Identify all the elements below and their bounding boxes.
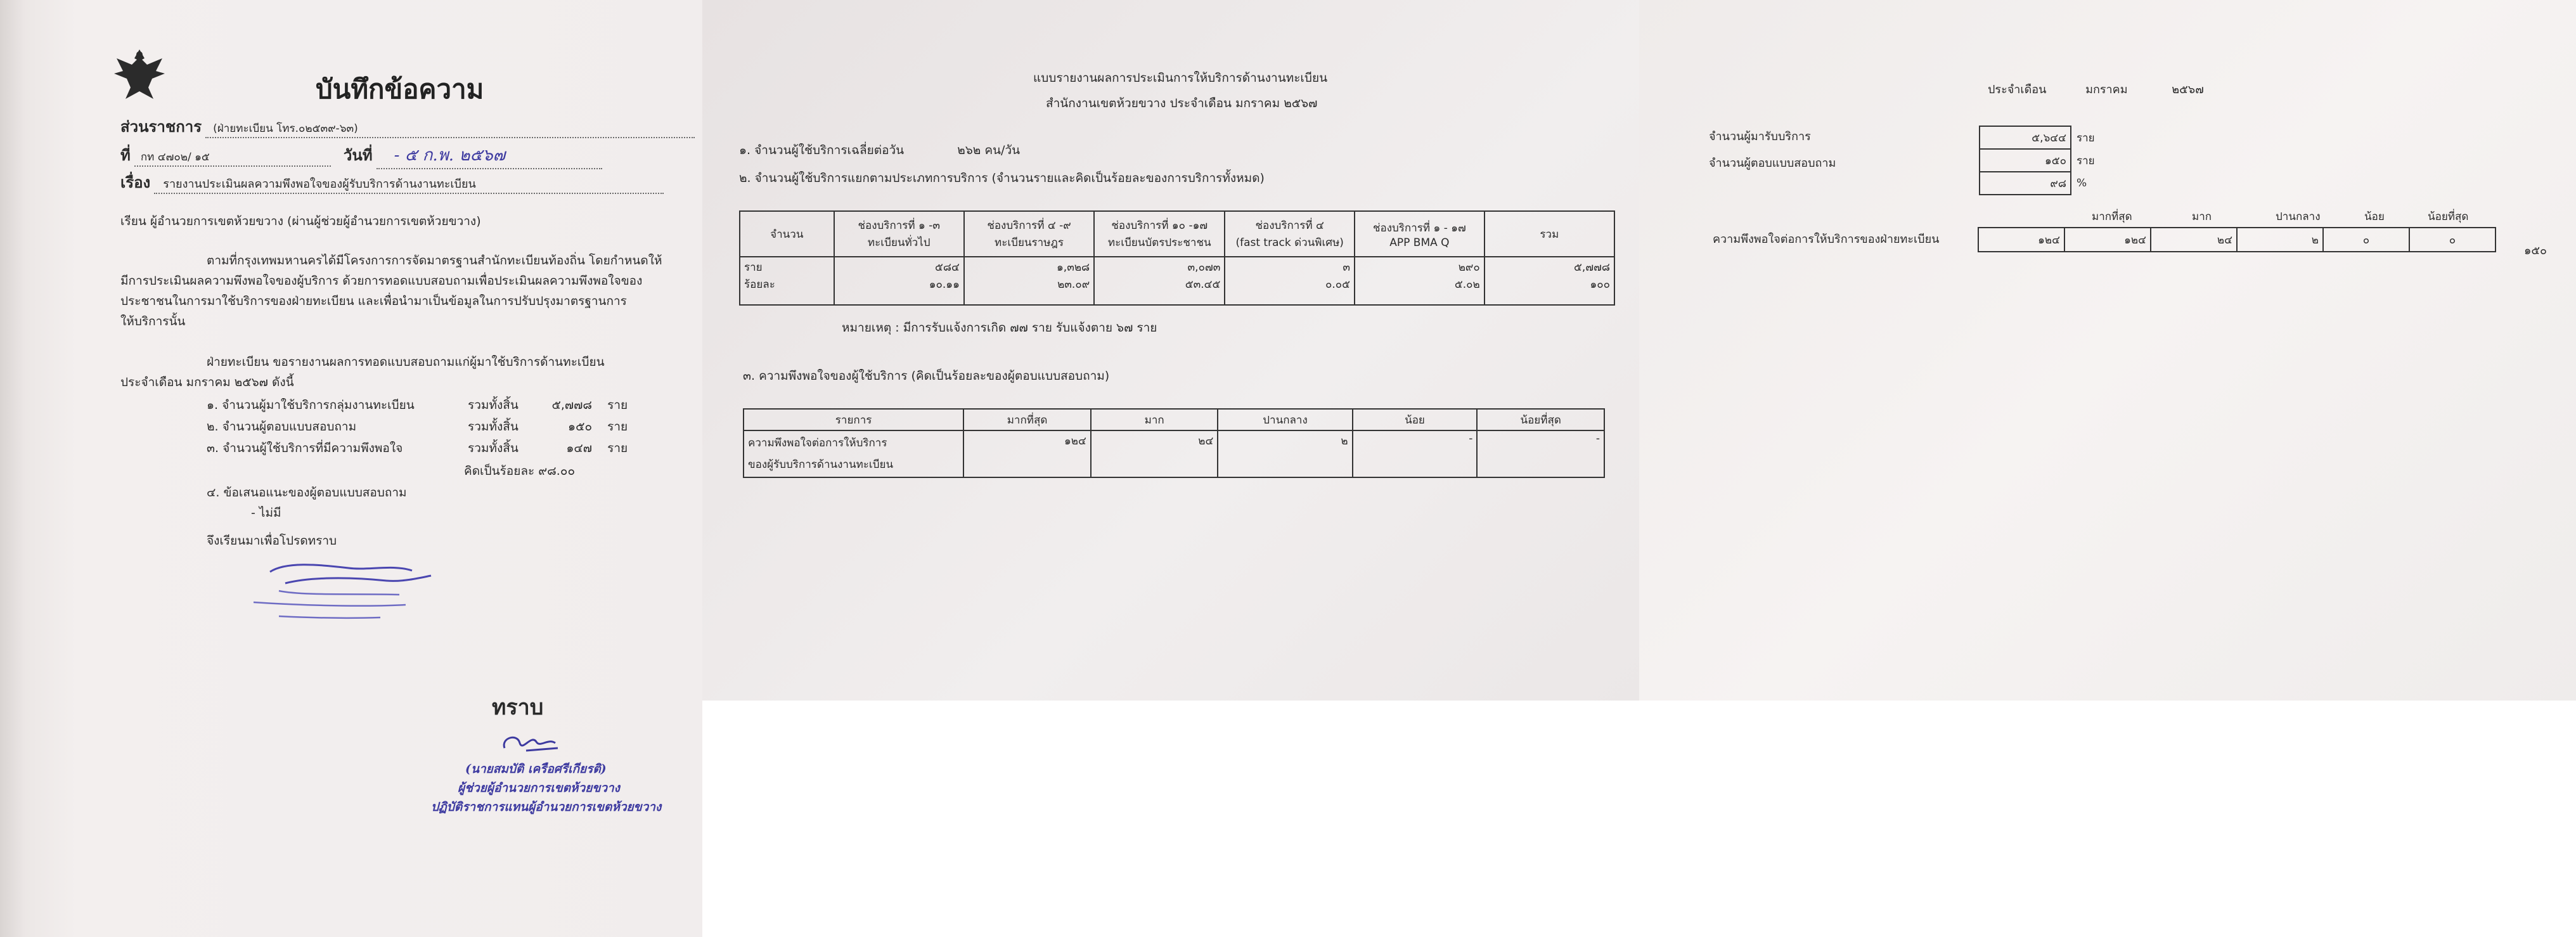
garuda-emblem-icon [112,46,167,104]
value-cell: ๕,๖๔๔ [1980,126,2071,149]
table-header-cell: มากที่สุด [963,409,1091,430]
memo-para2-l1: ฝ่ายทะเบียน ขอรายงานผลการทอดแบบสอบถามแก่ผู้มาใช้บริการด้านทะเบียน [207,355,605,369]
item-value: ๑๔๗ [566,441,593,455]
date-value: - ๕ ก.พ. ๒๕๖๗ [377,142,602,169]
sig2-name: (นายสมบัติ เครือศรีเกียรติ) [465,762,607,776]
item-total: รวมทั้งสิ้น [468,420,518,434]
sig2-position-2: ปฏิบัติราชการแทนผู้อำนวยการเขตห้วยขวาง [431,800,662,814]
item-value: ๕,๗๗๘ [551,398,593,412]
value-cell: ๑,๓๒๘ ๒๓.๐๙ [964,257,1094,305]
line1-label: ๑. จำนวนผู้ใช้บริการเฉลี่ยต่อวัน [739,143,905,157]
year-value: ๒๕๖๗ [2172,83,2204,96]
report-page [702,0,1639,701]
table-header-cell: ช่องบริการที่ ๔ -๙ ทะเบียนราษฎร [964,211,1094,257]
report-line-2: ๒. จำนวนผู้ใช้บริการแยกตามประเภทการบริการ (จำนวนรายและคิดเป็นร้อยละของการบริการทั้งหมด) [739,171,1265,185]
memo-para1-l4: ให้บริการนั้น [120,314,186,328]
value-cell: ๕,๗๗๘ ๑๐๐ [1484,257,1614,305]
memo-para1-l3: ประชาชนในการมาใช้บริการของฝ่ายทะเบียน และเพื่อนำมาเป็นข้อมูลในการปรับปรุงมาตรฐานการ [120,294,627,308]
item-label: ๒. จำนวนผู้ตอบแบบสอบถาม [207,420,357,434]
value-cell: ๒๙๐ ๕.๐๒ [1355,257,1484,305]
value-cell: ๒ [1218,430,1352,477]
value-cell: ๐ [2409,228,2496,252]
signature-2-icon [494,729,564,758]
value-cell: ๙๘ [1980,172,2071,195]
subject-label: เรื่อง [120,174,151,191]
value-cell: ๑๒๔ [2064,228,2151,252]
table-header-cell: ช่องบริการที่ ๑ -๓ ทะเบียนทั่วไป [834,211,964,257]
value-cell: ๑๒๔ [1978,228,2064,252]
item-total: รวมทั้งสิ้น [468,398,518,412]
row-label-cell: ราย ร้อยละ [740,257,834,305]
item-total: รวมทั้งสิ้น [468,441,518,455]
value-cell: ๓,๐๗๓ ๕๓.๔๕ [1094,257,1225,305]
memo-item-4-value: - ไม่มี [251,506,281,520]
unit-cell: ราย [2077,131,2095,145]
scale-header-2: มาก [2192,210,2212,223]
sig2-position-1: ผู้ช่วยผู้อำนวยการเขตห้วยขวาง [458,781,620,795]
table-header-row [744,409,1604,430]
scale-header-3: ปานกลาง [2276,210,2321,223]
table-header-cell: น้อยที่สุด [1477,409,1604,430]
unit-cell: ราย [2077,154,2095,167]
memo-item-4: ๔. ข้อเสนอแนะของผู้ตอบแบบสอบถาม [207,486,407,500]
unit-cell: % [2077,177,2087,190]
summary-month-line [1988,80,2204,98]
memo-title: บันทึกข้อความ [316,74,484,105]
summary-satisfaction-table [1978,227,2496,252]
scale-header-5: น้อยที่สุด [2428,210,2469,223]
memo-page [0,0,702,937]
table-row [1978,228,2496,252]
table-header-row [740,211,1614,257]
agency-value: (ฝ่ายทะเบียน โทร.๐๒๕๓๙-๖๓) [205,120,695,138]
table-header-cell: ปานกลาง [1218,409,1352,430]
ref-line [120,142,602,169]
table-row [744,430,1604,477]
memo-closing: จึงเรียนมาเพื่อโปรดทราบ [207,534,337,548]
memo-percent-line: คิดเป็นร้อยละ ๙๘.๐๐ [464,464,576,478]
scale-header-4: น้อย [2364,210,2385,223]
value-cell: ๒๔ [2151,228,2237,252]
value-cell: ๐ [2323,228,2409,252]
row-label-cell: ความพึงพอใจต่อการให้บริการ ของผู้รับบริการด้านงานทะเบียน [744,430,963,477]
agency-label: ส่วนราชการ [120,118,202,136]
value-cell: ๓ ๐.๐๕ [1225,257,1355,305]
report-line-3: ๓. ความพึงพอใจของผู้ใช้บริการ (คิดเป็นร้อยละของผู้ตอบแบบสอบถาม) [743,369,1110,383]
table-header-cell: รวม [1484,211,1614,257]
value-cell: ๑๕๐ [1980,149,2071,172]
memo-item-1 [207,396,628,415]
memo-item-3 [207,439,628,458]
satisfaction-total: ๑๕๐ [2524,244,2547,257]
report-title-1: แบบรายงานผลการประเมินการให้บริการด้านงานทะเบียน [1033,71,1328,85]
item-label: ๓. จำนวนผู้ใช้บริการที่มีความพึงพอใจ [207,441,403,455]
value-cell: ๒๔ [1091,430,1218,477]
report-line-1 [739,141,1020,160]
value-cell: - [1353,430,1478,477]
item-label: ๑. จำนวนผู้มาใช้บริการกลุ่มงานทะเบียน [207,398,415,412]
item-unit: ราย [607,398,628,412]
ack-text: ทราบ [492,695,544,720]
table-header-cell: จำนวน [740,211,834,257]
table-header-cell: รายการ [744,409,963,430]
memo-para1-l2: มีการประเมินผลความพึงพอใจของผู้บริการ ด้วยการทอดแบบสอบถามเพื่อประเมินผลความพึงพอใจของ [120,274,643,288]
date-label: วันที่ [343,146,373,164]
subject-value: รายงานประเมินผลความพึงพอใจของผู้รับบริการด้านงานทะเบียน [154,174,664,194]
summary-counts-table [1979,126,2100,195]
month-value: มกราคม [2085,83,2128,96]
item-unit: ราย [607,441,628,455]
summary-page [1639,0,2576,701]
line1-value: ๒๖๒ คน/วัน [957,143,1021,157]
memo-para1-l1: ตามที่กรุงเทพมหานครได้มีโครงการการจัดมาตรฐานสำนักทะเบียนท้องถิ่น โดยกำหนดให้ [207,254,662,268]
month-label: ประจำเดือน [1988,83,2047,96]
satisfaction-table [743,408,1605,478]
scale-header-1: มากที่สุด [2092,210,2132,223]
value-cell: ๑๒๔ [963,430,1091,477]
ref-label: ที่ [120,146,131,164]
signature-1-icon [241,558,444,634]
memo-to: เรียน ผู้อำนวยการเขตห้วยขวาง (ผ่านผู้ช่วยผู้อำนวยการเขตห้วยขวาง) [120,214,481,228]
report-title-2: สำนักงานเขตห้วยขวาง ประจำเดือน มกราคม ๒๕๖๗ [1046,96,1318,110]
service-table [739,210,1615,306]
table-row [1980,126,2099,149]
agency-line [120,114,695,139]
table-row [1980,172,2099,195]
value-cell: ๕๘๔ ๑๐.๑๑ [834,257,964,305]
table-row [1980,149,2099,172]
table-row [740,257,1614,305]
memo-item-2 [207,417,628,436]
item-unit: ราย [607,420,628,434]
satisfaction-label: ความพึงพอใจต่อการให้บริการของฝ่ายทะเบียน [1713,233,1940,246]
table-header-cell: มาก [1091,409,1218,430]
value-cell: - [1477,430,1604,477]
report-note: หมายเหตุ : มีการรับแจ้งการเกิด ๗๗ ราย รับแจ้งตาย ๖๗ ราย [842,321,1157,335]
table-header-cell: ช่องบริการที่ ๔ (fast track ด่วนพิเศษ) [1225,211,1355,257]
ref-value: กท ๔๗๐๒/ ๑๕ [134,148,331,167]
memo-para2-l2: ประจำเดือน มกราคม ๒๕๖๗ ดังนี้ [120,375,294,389]
summary-row-label-1: จำนวนผู้มารับบริการ [1709,130,1811,143]
table-header-cell: ช่องบริการที่ ๑๐ -๑๗ ทะเบียนบัตรประชาชน [1094,211,1225,257]
table-header-cell: ช่องบริการที่ ๑ - ๑๗ APP BMA Q [1355,211,1484,257]
subject-line [120,170,664,195]
summary-row-label-2: จำนวนผู้ตอบแบบสอบถาม [1709,157,1836,170]
value-cell: ๒ [2237,228,2323,252]
table-header-cell: น้อย [1353,409,1478,430]
item-value: ๑๕๐ [568,420,593,434]
